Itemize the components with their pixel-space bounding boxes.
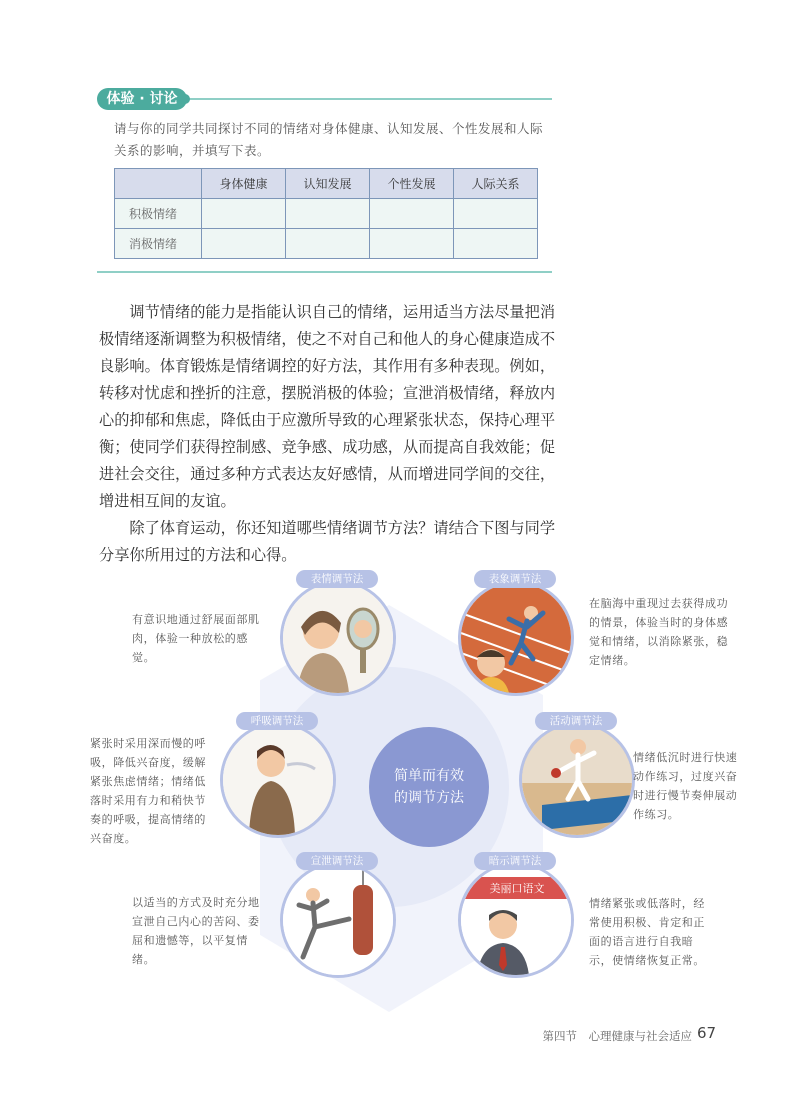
node-suggestion	[458, 852, 586, 980]
table-header-cell: 身体健康	[202, 169, 286, 199]
table-header-corner	[115, 169, 202, 199]
table-cell-input[interactable]	[370, 199, 454, 229]
node-tag: 表象调节法	[474, 570, 556, 588]
node-illustration	[458, 580, 574, 696]
node-expression	[280, 570, 408, 698]
table-row-label: 积极情绪	[115, 199, 202, 229]
emotion-impact-table	[114, 168, 538, 259]
table-header-cell: 认知发展	[286, 169, 370, 199]
table-cell-input[interactable]	[454, 199, 538, 229]
node-desc: 情绪低沉时进行快速动作练习，过度兴奋时进行慢节奏伸展动作练习。	[633, 751, 738, 821]
footer-section-title: 第四节 心理健康与社会适应	[542, 1029, 692, 1043]
node-activity	[519, 712, 647, 840]
node-illustration	[458, 862, 574, 978]
table-cell-input[interactable]	[454, 229, 538, 259]
node-illustration	[280, 862, 396, 978]
table-cell-input[interactable]	[202, 229, 286, 259]
node-venting	[280, 852, 408, 980]
table-header-cell: 人际关系	[454, 169, 538, 199]
node-tag: 宣泄调节法	[296, 852, 378, 870]
node-tag: 表情调节法	[296, 570, 378, 588]
center-label-line2: 的调节方法	[394, 790, 464, 806]
table-row	[115, 229, 538, 259]
node-breathing	[220, 712, 348, 840]
table-cell-input[interactable]	[286, 199, 370, 229]
discussion-top-rule	[187, 98, 552, 100]
speech-bubble-text: 美丽口语文	[489, 882, 545, 895]
node-desc: 情绪紧张或低落时，经常使用积极、肯定和正面的语言进行自我暗示，使情绪恢复正常。	[589, 897, 705, 967]
discussion-intro: 请与你的同学共同探讨不同的情绪对身体健康、认知发展、个性发展和人际关系的影响，并填写下表。	[114, 121, 544, 158]
node-tag: 呼吸调节法	[236, 712, 318, 730]
center-label-line1: 简单而有效	[394, 768, 464, 784]
discussion-bottom-rule	[97, 271, 552, 273]
center-circle	[369, 727, 489, 847]
runner-icon	[461, 583, 571, 693]
discussion-badge: 体验 · 讨论	[97, 88, 187, 110]
table-tennis-icon	[522, 725, 632, 835]
body-paragraph: 除了体育运动，你还知道哪些情绪调节方法？请结合下图与同学分享你所用过的方法和心得。	[99, 519, 555, 564]
body-paragraph: 调节情绪的能力是指能认识自己的情绪，运用适当方法尽量把消极情绪逐渐调整为积极情绪，使之不对自己和他人的身心健康造成不良影响。体育锻炼是情绪调控的好方法，其作用有多种表现。例如，转移对忧虑和挫折的注意，摆脱消极的体验；宣泄消极情绪，释放内心的抑郁和焦虑，降低由于应激所导致的心理紧张状态，保持心理平衡；使同学们获得控制感、竞争感、成功感，从而提高自我效能；促进社会交往，通过多种方式表达友好感情，从而增进同学间的交往，增进相互间的友谊。	[99, 303, 555, 510]
node-desc: 在脑海中重现过去获得成功的情景，体验当时的身体感觉和情绪，以消除紧张，稳定情绪。	[589, 597, 729, 667]
table-header-row	[115, 169, 538, 199]
node-desc: 有意识地通过舒展面部肌肉，体验一种放松的感觉。	[132, 613, 260, 664]
body-text	[99, 299, 555, 569]
page-number: 67	[697, 1024, 717, 1042]
table-row-label: 消极情绪	[115, 229, 202, 259]
table-header-cell: 个性发展	[370, 169, 454, 199]
table-row	[115, 199, 538, 229]
node-tag: 暗示调节法	[474, 852, 556, 870]
table-cell-input[interactable]	[202, 199, 286, 229]
punching-bag-icon	[283, 865, 393, 975]
node-imagery	[458, 570, 586, 698]
mirror-person-icon	[283, 583, 393, 693]
node-desc: 以适当的方式及时充分地宣泄自己内心的苦闷、委屈和遗憾等，以平复情绪。	[132, 896, 260, 966]
node-tag: 活动调节法	[535, 712, 617, 730]
node-desc: 紧张时采用深而慢的呼吸，降低兴奋度，缓解紧张焦虑情绪；情绪低落时采用有力和稍快节奏的呼吸，提高情绪的兴奋度。	[90, 737, 206, 845]
node-illustration	[280, 580, 396, 696]
table-cell-input[interactable]	[370, 229, 454, 259]
node-illustration	[519, 722, 635, 838]
table-cell-input[interactable]	[286, 229, 370, 259]
breathing-person-icon	[223, 725, 333, 835]
node-illustration	[220, 722, 336, 838]
